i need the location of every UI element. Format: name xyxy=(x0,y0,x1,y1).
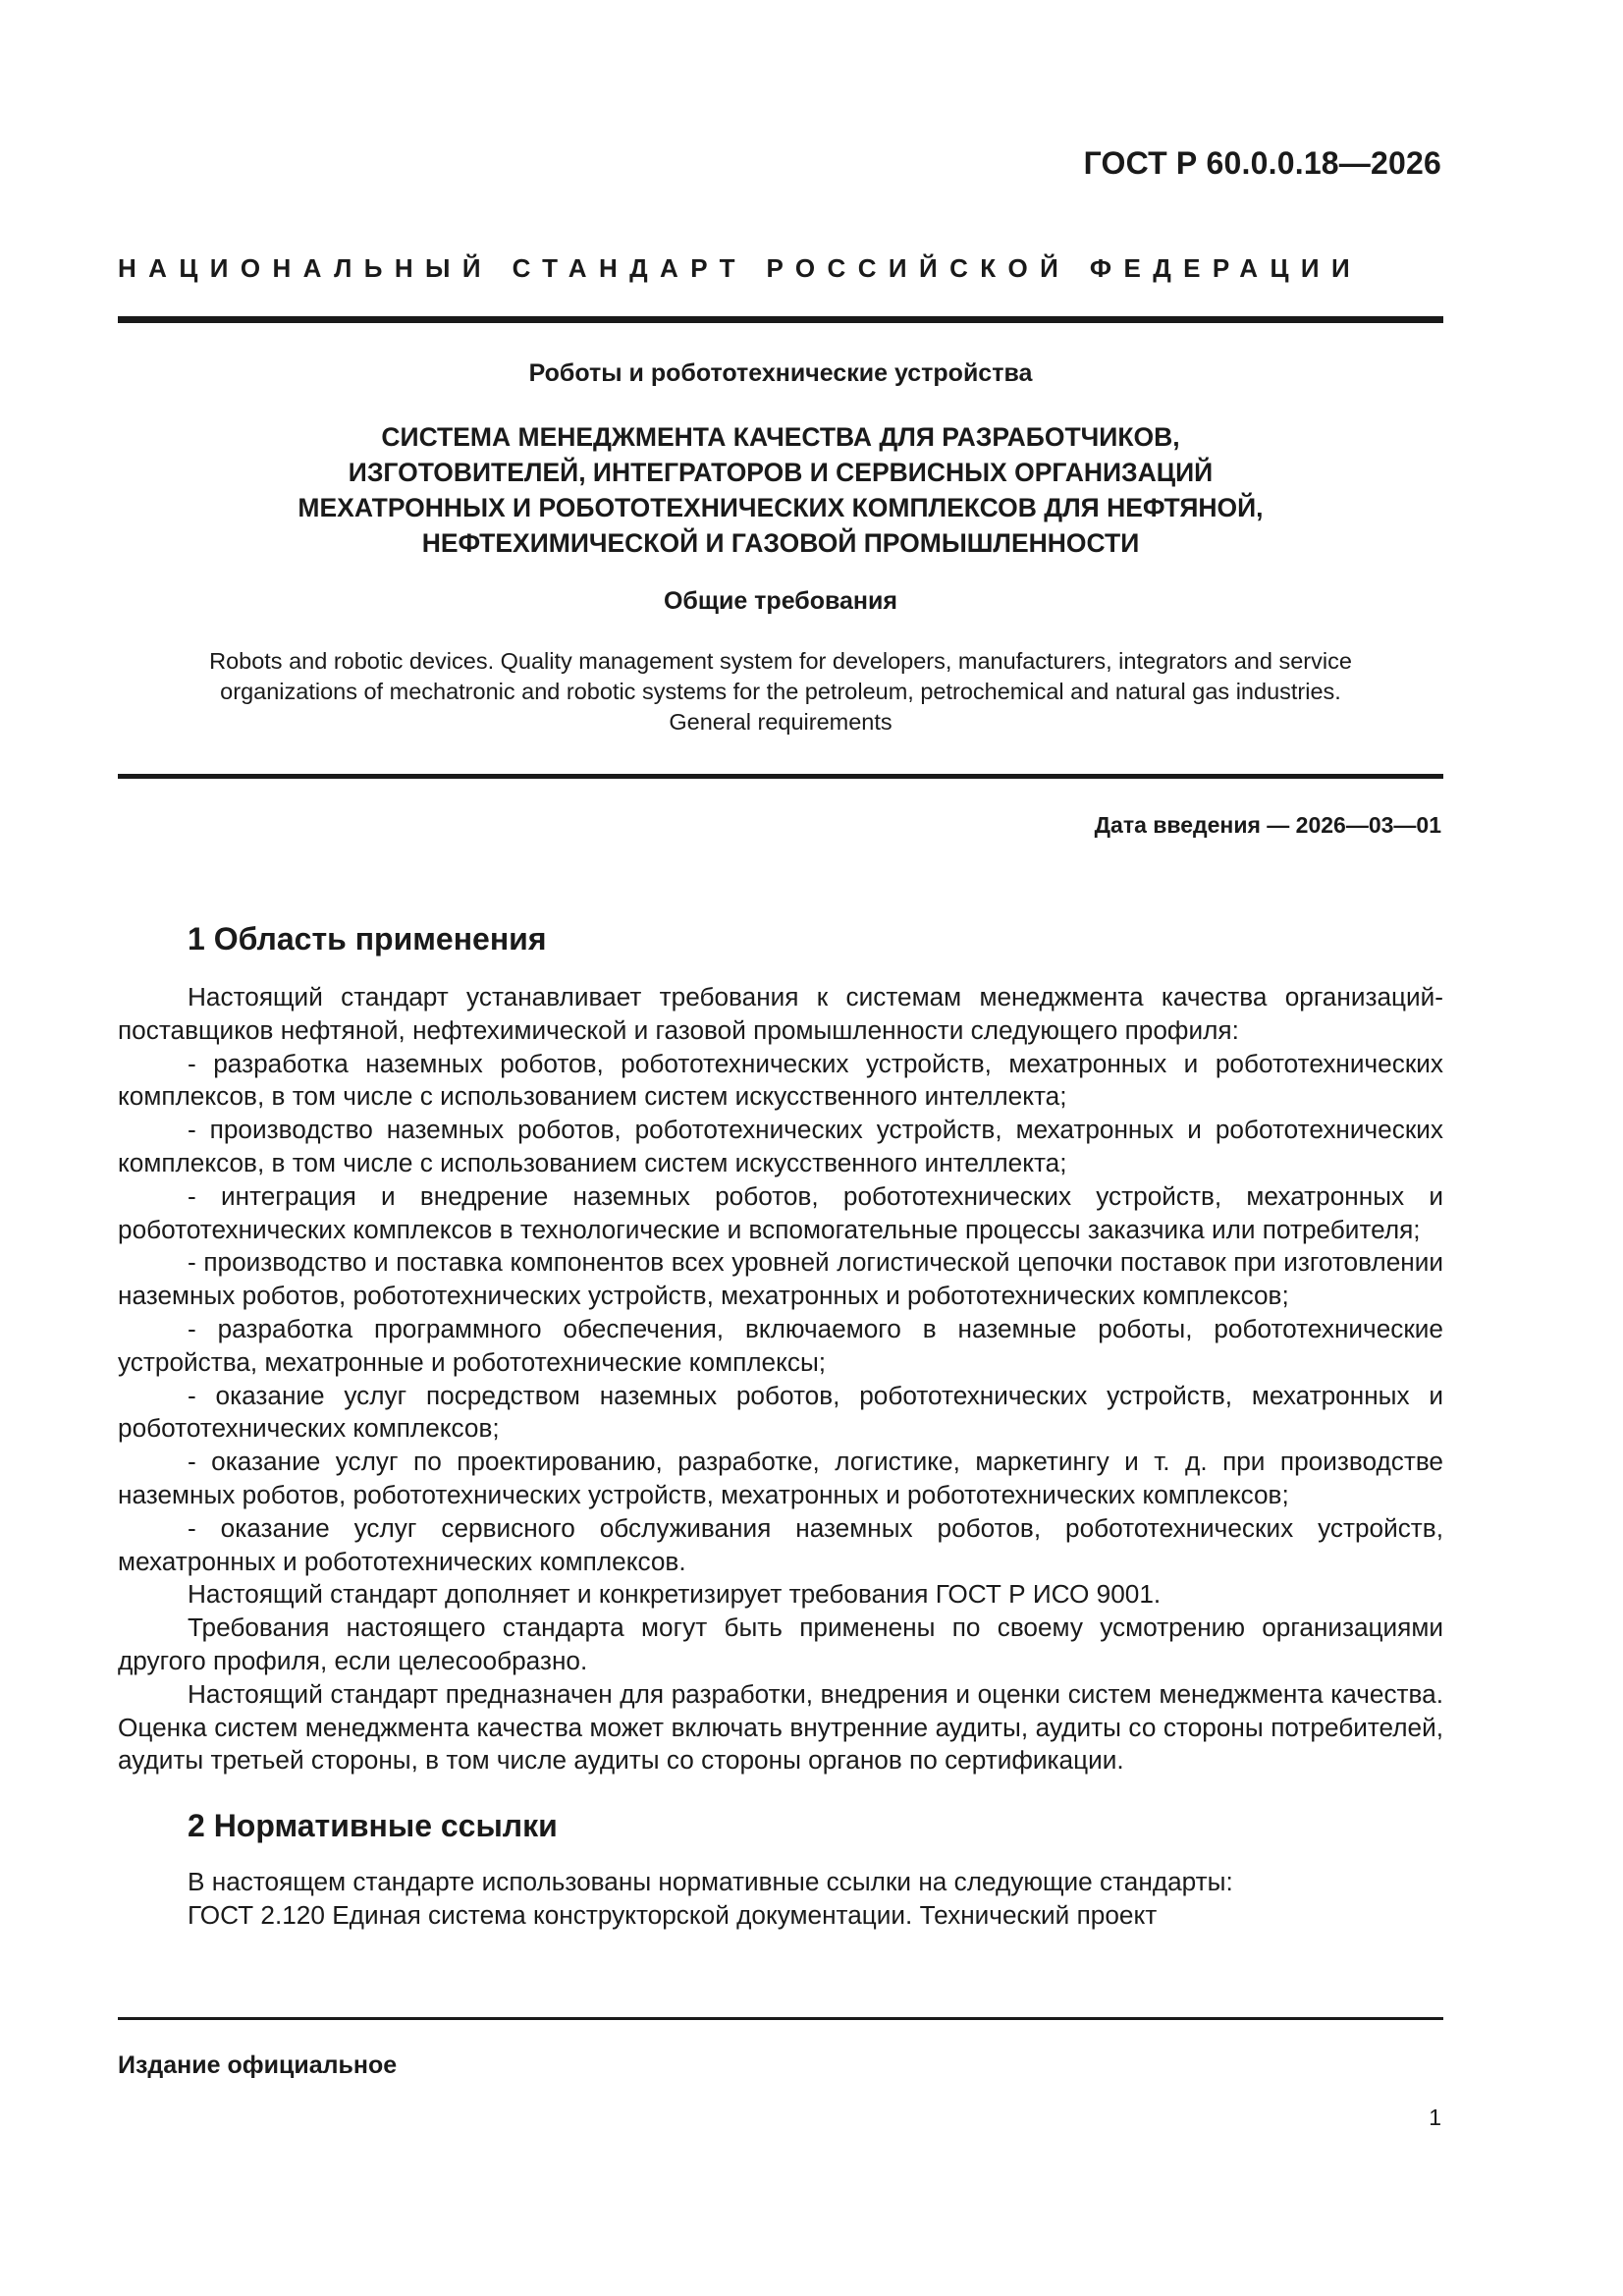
scope-item: - разработка программного обеспечения, включаемого в наземные роботы, робототехнические устройства, мехатронные и робототехнические комплексы; xyxy=(118,1313,1443,1377)
header-divider xyxy=(118,316,1443,323)
scope-purpose-paragraph: Настоящий стандарт предназначен для разработки, внедрения и оценки систем менеджмента качества. Оценка систем менеджмента качества может включать внутренние аудиты, аудиты со стороны потребителей, аудиты третьей стороны, в том числе аудиты со стороны органов по сертификации. xyxy=(118,1678,1443,1776)
section-heading: 1 Область применения xyxy=(188,921,547,957)
scope-item: - производство и поставка компонентов всех уровней логистической цепочки поставок при изготовлении наземных роботов, робототехнических устройств, мехатронных и робототехнических комплексов; xyxy=(118,1247,1443,1311)
general-title: Роботы и робототехнические устройства xyxy=(528,359,1033,387)
english-title xyxy=(118,646,1443,738)
section-heading: 2 Нормативные ссылки xyxy=(188,1808,558,1844)
scope-intro: Настоящий стандарт устанавливает требования к системам менеджмента качества организаций-поставщиков нефтяной, нефтехимической и газовой промышленности следующего профиля: xyxy=(118,982,1443,1045)
scope-supplement-paragraph: Настоящий стандарт дополняет и конкретизирует требования ГОСТ Р ИСО 9001. xyxy=(188,1579,1162,1610)
scope-item: - разработка наземных роботов, робототехнических устройств, мехатронных и робототехнических комплексов, в том числе с использованием систем искусственного интеллекта; xyxy=(118,1048,1443,1112)
national-standard-header: НАЦИОНАЛЬНЫЙ СТАНДАРТ РОССИЙСКОЙ ФЕДЕРАЦИИ xyxy=(118,253,1363,283)
scope-item: - оказание услуг посредством наземных роботов, робототехнических устройств, мехатронных и робототехнических комплексов; xyxy=(118,1380,1443,1444)
title-divider xyxy=(118,774,1443,779)
edition-label: Издание официальное xyxy=(118,2051,398,2079)
scope-item: - оказание услуг сервисного обслуживания наземных роботов, робототехнических устройств, мехатронных и робототехнических комплексов. xyxy=(118,1512,1443,1576)
main-title xyxy=(118,419,1443,561)
normative-ref-item: ГОСТ 2.120 Единая система конструкторской документации. Технический проект xyxy=(188,1899,1158,1930)
english-title-line: General requirements xyxy=(669,709,893,735)
page-number: 1 xyxy=(1429,2105,1441,2130)
introduction-date: Дата введения — 2026—03—01 xyxy=(1094,812,1441,838)
standard-code: ГОСТ Р 60.0.0.18—2026 xyxy=(1083,145,1441,181)
section-normative-references xyxy=(118,1805,1443,1933)
document-body xyxy=(118,918,1443,1933)
english-title-line: Robots and robotic devices. Quality management system for developers, manufacturers, integrators and service xyxy=(209,648,1352,674)
main-title-line: МЕХАТРОННЫХ И РОБОТОТЕХНИЧЕСКИХ КОМПЛЕКСОВ ДЛЯ НЕФТЯНОЙ, xyxy=(298,493,1264,522)
section-scope xyxy=(118,918,1443,1777)
footer-divider xyxy=(118,2017,1443,2020)
scope-item: - производство наземных роботов, робототехнических устройств, мехатронных и робототехнических комплексов, в том числе с использованием систем искусственного интеллекта; xyxy=(118,1115,1443,1177)
main-title-line: НЕФТЕХИМИЧЕСКОЙ И ГАЗОВОЙ ПРОМЫШЛЕННОСТИ xyxy=(421,528,1140,558)
scope-item: - оказание услуг по проектированию, разработке, логистике, маркетингу и т. д. при производстве наземных роботов, робототехнических устройств, мехатронных и робототехнических комплексов; xyxy=(118,1447,1443,1509)
main-title-line: СИСТЕМА МЕНЕДЖМЕНТА КАЧЕСТВА ДЛЯ РАЗРАБОТЧИКОВ, xyxy=(381,422,1180,452)
scope-other-profile-paragraph: Требования настоящего стандарта могут быть применены по своему усмотрению организациями другого профиля, если целесообразно. xyxy=(118,1613,1443,1675)
subtitle: Общие требования xyxy=(663,587,897,615)
english-title-line: organizations of mechatronic and robotic systems for the petroleum, petrochemical and natural gas industries. xyxy=(220,679,1341,704)
normative-refs-intro: В настоящем стандарте использованы нормативные ссылки на следующие стандарты: xyxy=(188,1867,1233,1897)
main-title-line: ИЗГОТОВИТЕЛЕЙ, ИНТЕГРАТОРОВ И СЕРВИСНЫХ ОРГАНИЗАЦИЙ xyxy=(348,458,1214,487)
scope-item: - интеграция и внедрение наземных роботов, робототехнических устройств, мехатронных и робототехнических комплексов в технологические и вспомогательные процессы заказчика или потребителя; xyxy=(118,1180,1443,1244)
